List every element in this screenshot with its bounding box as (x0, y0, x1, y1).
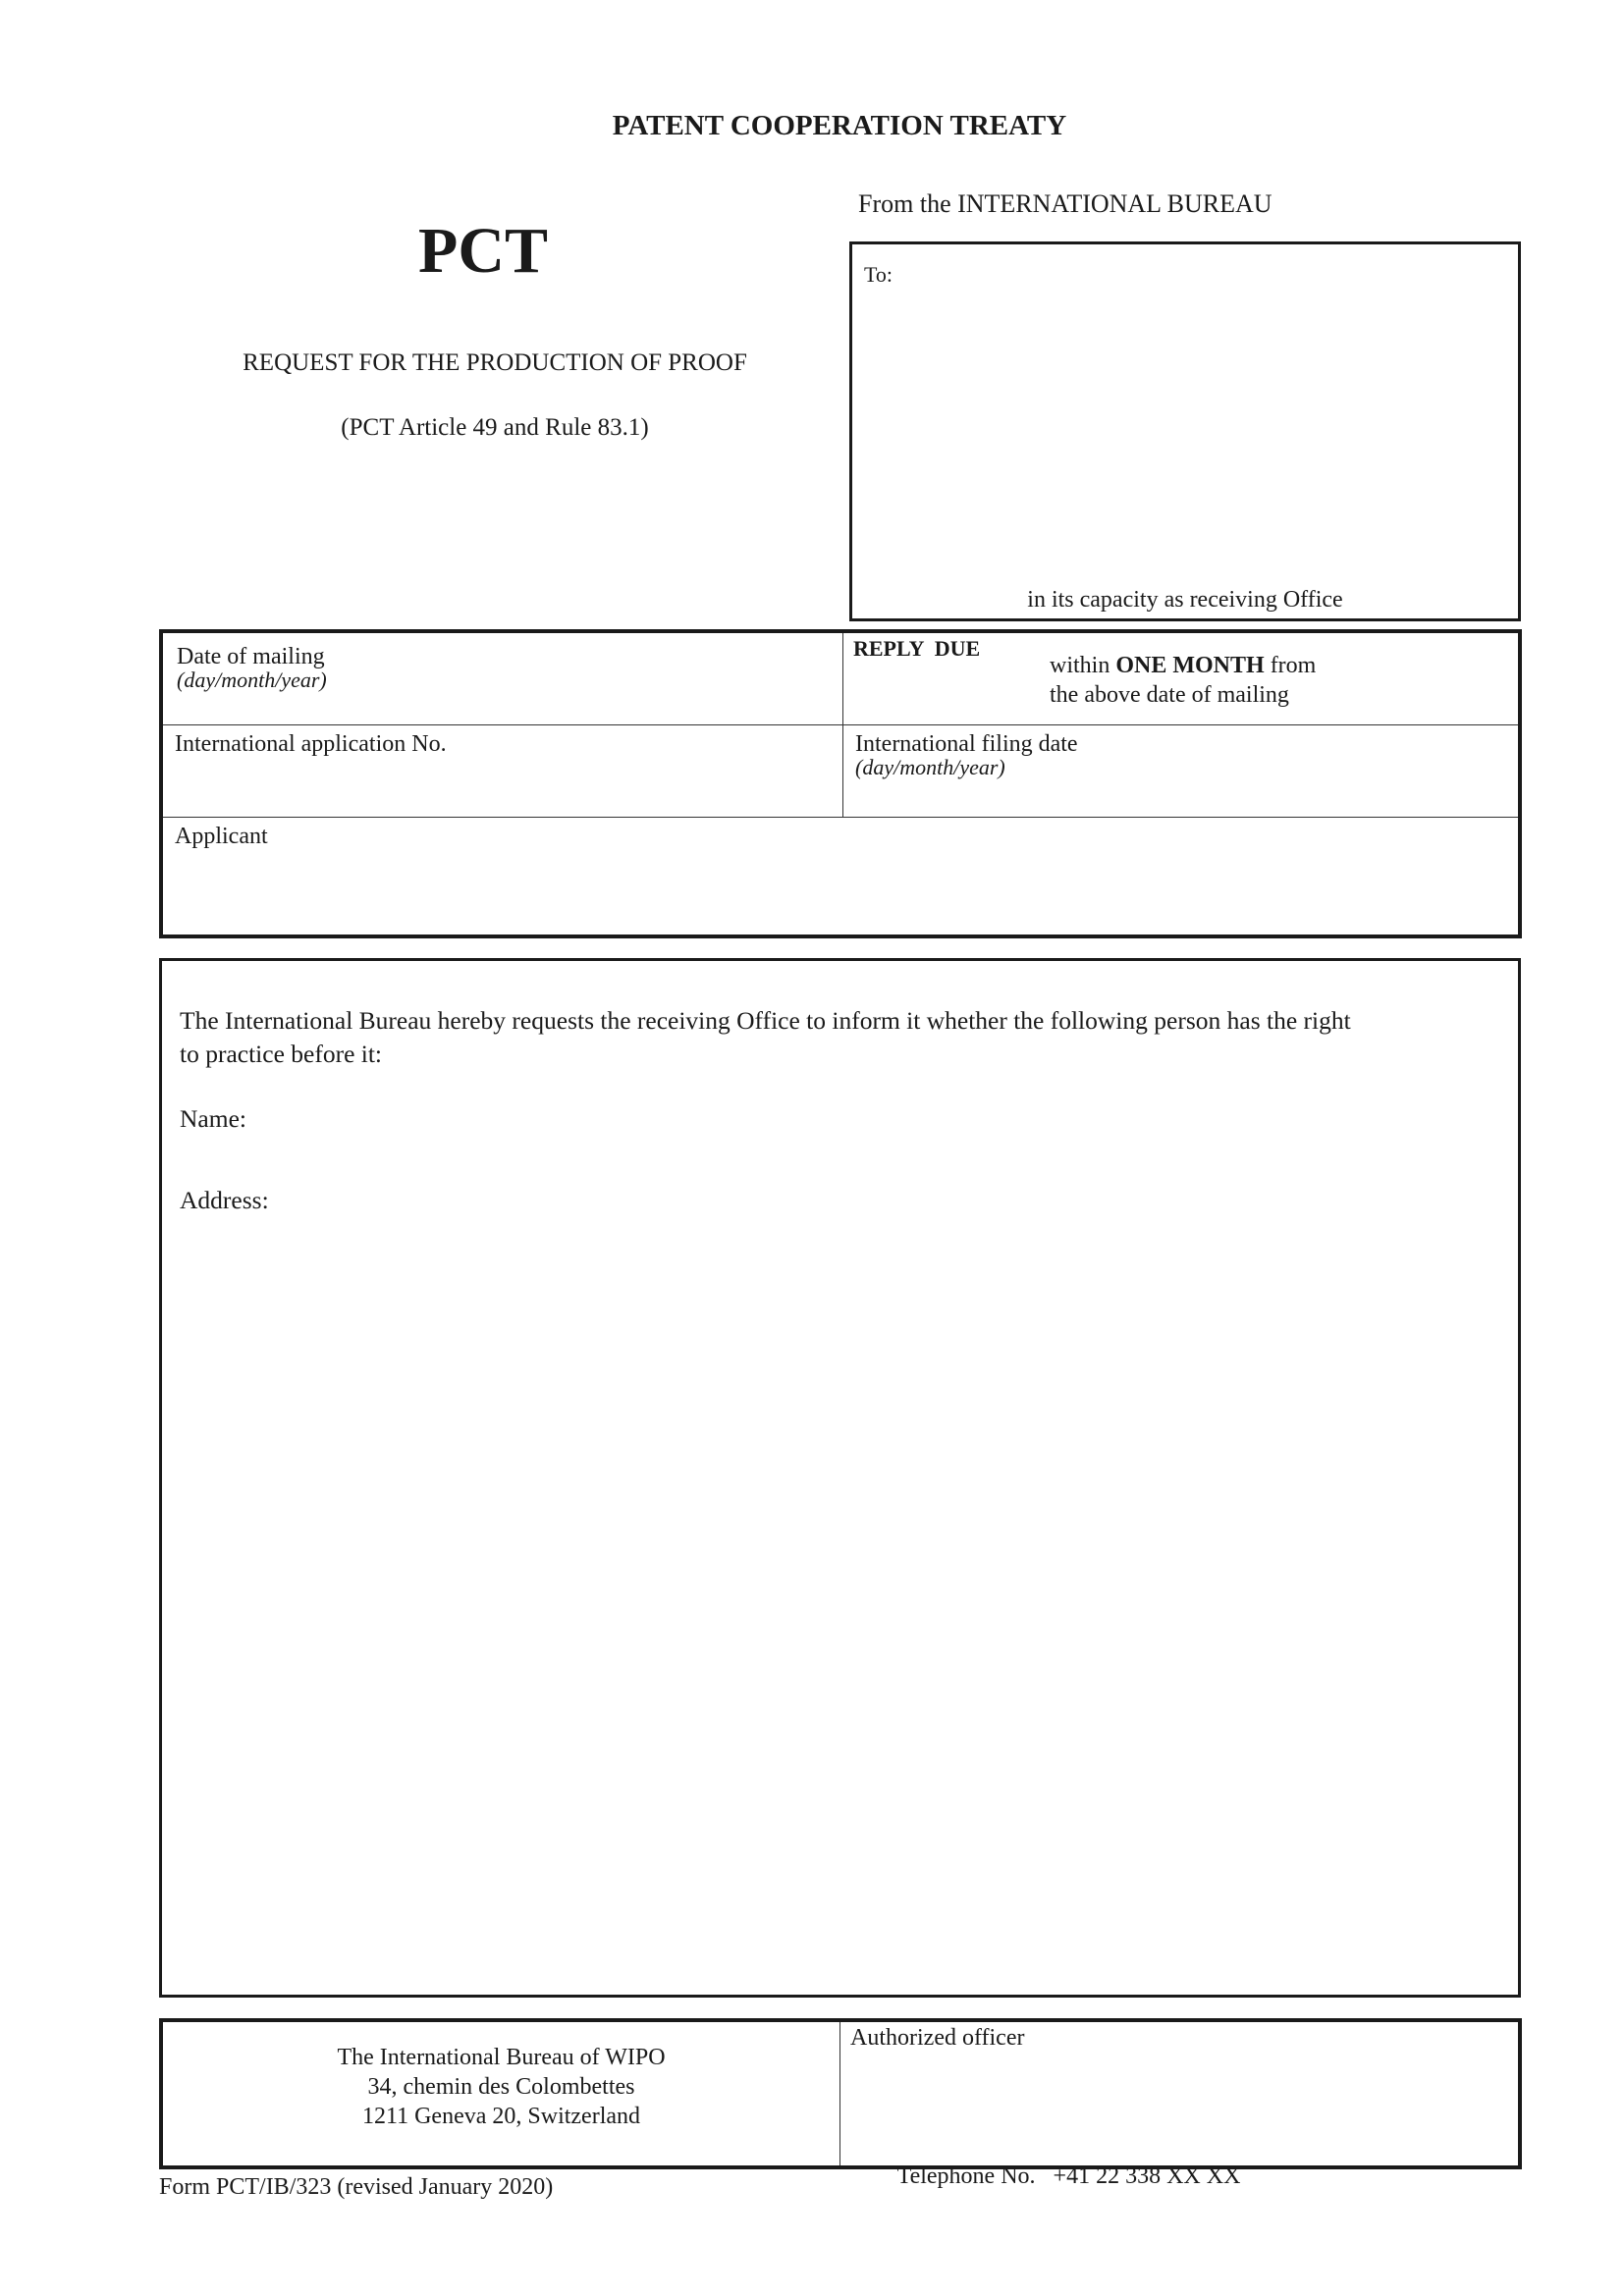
filing-date-format-hint: (day/month/year) (855, 755, 1005, 779)
applicant-cell (163, 818, 1518, 934)
addressee-box (849, 241, 1521, 621)
application-no-label: International application No. (175, 731, 447, 757)
telephone-label: Telephone No. (896, 2163, 1036, 2189)
wipo-address-cell (163, 2022, 840, 2165)
reply-period-value: ONE MONTH (1115, 653, 1265, 678)
reply-period (1050, 652, 1316, 680)
filing-date-label: International filing date (855, 731, 1078, 757)
reply-line2: the above date of mailing (1050, 682, 1289, 708)
reply-within: within (1050, 653, 1110, 678)
form-title: REQUEST FOR THE PRODUCTION OF PROOF (243, 349, 747, 376)
application-no-cell (163, 725, 843, 818)
wipo-org-line1: The International Bureau of WIPO (337, 2045, 666, 2070)
name-label: Name: (180, 1104, 246, 1133)
telephone (850, 2134, 1240, 2218)
date-of-mailing-cell (163, 633, 843, 725)
filing-date-cell (843, 725, 1518, 818)
date-of-mailing-label: Date of mailing (177, 644, 325, 669)
reply-due-cell (843, 633, 1518, 725)
address-label: Address: (180, 1186, 269, 1214)
info-table (159, 629, 1522, 938)
reply-from: from (1270, 653, 1317, 678)
applicant-label: Applicant (175, 824, 268, 849)
authorized-officer-label: Authorized officer (850, 2025, 1025, 2051)
wipo-org-line2: 34, chemin des Colombettes (367, 2074, 635, 2100)
officer-cell (840, 2022, 1518, 2189)
form-id: Form PCT/IB/323 (revised January 2020) (159, 2174, 554, 2200)
telephone-value: +41 22 338 XX XX (1053, 2163, 1241, 2189)
from-international-bureau: From the INTERNATIONAL BUREAU (858, 189, 1272, 218)
legal-basis: (PCT Article 49 and Rule 83.1) (341, 414, 649, 441)
request-text-line1: The International Bureau hereby requests the receiving Office to inform it whether the following person has the right (180, 1006, 1351, 1035)
reply-due-label: REPLY DUE (853, 636, 981, 661)
capacity-label[interactable]: in its capacity as receiving Office (1027, 587, 1343, 613)
request-box (159, 958, 1521, 1998)
request-text-line2: to practice before it: (180, 1040, 383, 1068)
date-format-hint: (day/month/year) (177, 667, 327, 692)
to-label: To: (864, 262, 893, 287)
treaty-title: PATENT COOPERATION TREATY (612, 110, 1067, 141)
pct-heading: PCT (418, 215, 548, 287)
wipo-org-line3: 1211 Geneva 20, Switzerland (361, 2104, 641, 2129)
